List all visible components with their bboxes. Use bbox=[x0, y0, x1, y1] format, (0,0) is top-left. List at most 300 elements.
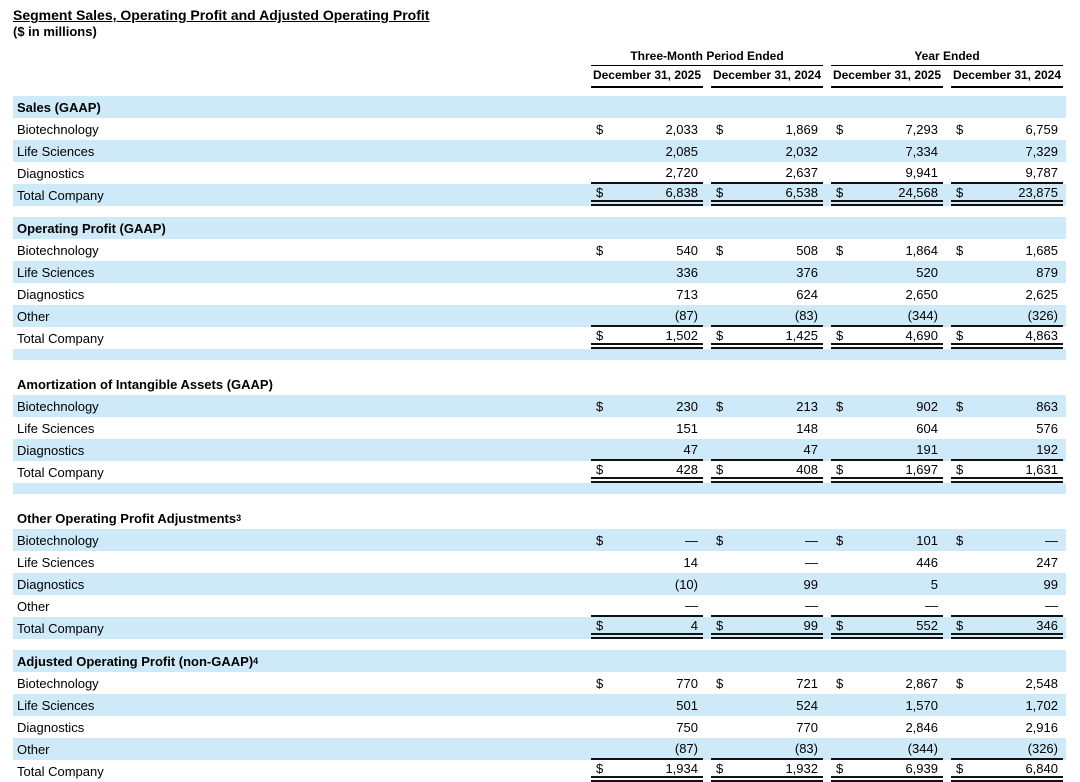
value-cell-group bbox=[711, 96, 823, 118]
cell-value: 1,932 bbox=[785, 760, 818, 776]
cell-value: 2,846 bbox=[905, 719, 938, 735]
value-cell-group bbox=[951, 373, 1063, 395]
value-cell-group bbox=[591, 760, 703, 782]
value-cell-group bbox=[711, 217, 823, 239]
dollar-sign: $ bbox=[596, 327, 604, 343]
row-label: Biotechnology bbox=[17, 398, 99, 414]
cell-value: 524 bbox=[796, 697, 818, 713]
value-cell-group bbox=[831, 283, 943, 305]
table-row bbox=[13, 529, 1066, 551]
value-cell-group bbox=[591, 650, 703, 672]
value-cell-group bbox=[951, 760, 1063, 782]
value-cell-group bbox=[591, 162, 703, 184]
dollar-sign: $ bbox=[596, 242, 604, 258]
cell-value: 624 bbox=[796, 286, 818, 302]
value-cell-group bbox=[711, 716, 823, 738]
row-label: Life Sciences bbox=[17, 554, 95, 570]
dollar-sign: $ bbox=[716, 461, 724, 477]
cell-value: 879 bbox=[1036, 264, 1058, 280]
cell-value: — bbox=[685, 532, 698, 548]
dollar-sign: $ bbox=[596, 184, 604, 200]
cell-value: 47 bbox=[803, 441, 818, 457]
row-label: Diagnostics bbox=[17, 165, 85, 181]
cell-value: (83) bbox=[794, 740, 818, 756]
value-cell-group bbox=[591, 738, 703, 760]
value-cell-group bbox=[711, 162, 823, 184]
row-label: Life Sciences bbox=[17, 420, 95, 436]
dollar-sign: $ bbox=[956, 398, 964, 414]
cell-value: — bbox=[805, 597, 818, 613]
cell-value: 148 bbox=[796, 420, 818, 436]
cell-value: 863 bbox=[1036, 398, 1058, 414]
section-header-row bbox=[13, 217, 1066, 239]
cell-value: 1,864 bbox=[905, 242, 938, 258]
table-row bbox=[13, 694, 1066, 716]
cell-value: 576 bbox=[1036, 420, 1058, 436]
dollar-sign: $ bbox=[836, 675, 844, 691]
value-cell-group bbox=[951, 96, 1063, 118]
value-cell-group bbox=[591, 417, 703, 439]
cell-value: 101 bbox=[916, 532, 938, 548]
report-title: Segment Sales, Operating Profit and Adjusted Operating Profit bbox=[13, 7, 430, 23]
value-cell-group bbox=[951, 140, 1063, 162]
spacer-row bbox=[13, 639, 1066, 650]
value-cell-group bbox=[951, 573, 1063, 595]
value-cell-group bbox=[591, 694, 703, 716]
row-label: Total Company bbox=[17, 187, 104, 203]
cell-value: 902 bbox=[916, 398, 938, 414]
value-cell-group bbox=[831, 162, 943, 184]
dollar-sign: $ bbox=[716, 121, 724, 137]
value-cell-group bbox=[951, 507, 1063, 529]
dollar-sign: $ bbox=[596, 617, 604, 633]
cell-value: — bbox=[925, 597, 938, 613]
table-row bbox=[13, 162, 1066, 184]
value-cell-group bbox=[831, 461, 943, 483]
dollar-sign: $ bbox=[836, 242, 844, 258]
cell-value: 376 bbox=[796, 264, 818, 280]
value-cell-group bbox=[591, 140, 703, 162]
value-cell-group bbox=[711, 283, 823, 305]
cell-value: — bbox=[685, 597, 698, 613]
dollar-sign: $ bbox=[956, 327, 964, 343]
column-header-q-2025: December 31, 2025 bbox=[591, 67, 703, 88]
cell-value: — bbox=[1045, 532, 1058, 548]
cell-value: 230 bbox=[676, 398, 698, 414]
section-header-row bbox=[13, 507, 1066, 529]
table-row bbox=[13, 417, 1066, 439]
cell-value: 1,702 bbox=[1025, 697, 1058, 713]
cell-value: 9,787 bbox=[1025, 164, 1058, 180]
table-row bbox=[13, 261, 1066, 283]
cell-value: 151 bbox=[676, 420, 698, 436]
segment-table bbox=[13, 49, 1066, 782]
cell-value: (10) bbox=[674, 576, 698, 592]
section-header-label: Operating Profit (GAAP) bbox=[17, 220, 166, 236]
dollar-sign: $ bbox=[956, 461, 964, 477]
value-cell-group bbox=[951, 283, 1063, 305]
cell-value: 2,637 bbox=[785, 164, 818, 180]
cell-value: 6,838 bbox=[665, 184, 698, 200]
dollar-sign: $ bbox=[596, 532, 604, 548]
table-row bbox=[13, 672, 1066, 694]
value-cell-group bbox=[951, 395, 1063, 417]
cell-value: 1,934 bbox=[665, 760, 698, 776]
table-row bbox=[13, 305, 1066, 327]
value-cell-group bbox=[711, 595, 823, 617]
value-cell-group bbox=[711, 529, 823, 551]
value-cell-group bbox=[591, 395, 703, 417]
value-cell-group bbox=[591, 184, 703, 206]
dollar-sign: $ bbox=[716, 617, 724, 633]
value-cell-group bbox=[951, 694, 1063, 716]
value-cell-group bbox=[591, 551, 703, 573]
cell-value: 4,863 bbox=[1025, 327, 1058, 343]
dollar-sign: $ bbox=[716, 398, 724, 414]
cell-value: 770 bbox=[676, 675, 698, 691]
cell-value: 23,875 bbox=[1018, 184, 1058, 200]
cell-value: 99 bbox=[803, 617, 818, 633]
dollar-sign: $ bbox=[716, 184, 724, 200]
cell-value: 5 bbox=[930, 576, 938, 592]
cell-value: 213 bbox=[796, 398, 818, 414]
value-cell-group bbox=[831, 417, 943, 439]
column-group-year-ended: Year Ended bbox=[831, 49, 1063, 66]
value-cell-group bbox=[831, 551, 943, 573]
cell-value: — bbox=[1045, 597, 1058, 613]
value-cell-group bbox=[951, 672, 1063, 694]
cell-value: 99 bbox=[1043, 576, 1058, 592]
cell-value: (326) bbox=[1027, 307, 1058, 323]
section-header-row bbox=[13, 373, 1066, 395]
value-cell-group bbox=[831, 716, 943, 738]
column-header-y-2025: December 31, 2025 bbox=[831, 67, 943, 88]
value-cell-group bbox=[951, 529, 1063, 551]
row-label: Life Sciences bbox=[17, 264, 95, 280]
value-cell-group bbox=[591, 617, 703, 639]
value-cell-group bbox=[831, 305, 943, 327]
section-header-label: Other Operating Profit Adjustments 3 bbox=[17, 510, 242, 526]
value-cell-group bbox=[951, 738, 1063, 760]
value-cell-group bbox=[591, 217, 703, 239]
cell-value: 1,502 bbox=[665, 327, 698, 343]
value-cell-group bbox=[831, 395, 943, 417]
value-cell-group bbox=[951, 617, 1063, 639]
value-cell-group bbox=[711, 672, 823, 694]
section-header-row bbox=[13, 650, 1066, 672]
dollar-sign: $ bbox=[596, 675, 604, 691]
value-cell-group bbox=[591, 96, 703, 118]
dollar-sign: $ bbox=[596, 121, 604, 137]
value-cell-group bbox=[831, 373, 943, 395]
section-header-label: Adjusted Operating Profit (non-GAAP) 4 bbox=[17, 653, 259, 669]
cell-value: (326) bbox=[1027, 740, 1058, 756]
row-label: Biotechnology bbox=[17, 121, 99, 137]
value-cell-group bbox=[711, 617, 823, 639]
row-label: Total Company bbox=[17, 330, 104, 346]
row-label: Diagnostics bbox=[17, 442, 85, 458]
cell-value: 520 bbox=[916, 264, 938, 280]
dollar-sign: $ bbox=[716, 760, 724, 776]
cell-value: 604 bbox=[916, 420, 938, 436]
total-row bbox=[13, 760, 1066, 782]
table-row bbox=[13, 716, 1066, 738]
row-label: Biotechnology bbox=[17, 532, 99, 548]
column-date-row bbox=[13, 67, 1066, 88]
spacer-row bbox=[13, 206, 1066, 217]
dollar-sign: $ bbox=[836, 398, 844, 414]
cell-value: 2,548 bbox=[1025, 675, 1058, 691]
value-cell-group bbox=[951, 551, 1063, 573]
cell-value: 721 bbox=[796, 675, 818, 691]
value-cell-group bbox=[711, 551, 823, 573]
value-cell-group bbox=[591, 261, 703, 283]
value-cell-group bbox=[591, 461, 703, 483]
dollar-sign: $ bbox=[956, 760, 964, 776]
section-header-row bbox=[13, 96, 1066, 118]
value-cell-group bbox=[831, 760, 943, 782]
value-cell-group bbox=[951, 461, 1063, 483]
cell-value: 1,685 bbox=[1025, 242, 1058, 258]
value-cell-group bbox=[951, 650, 1063, 672]
section-header-label: Sales (GAAP) bbox=[17, 99, 101, 115]
cell-value: 2,033 bbox=[665, 121, 698, 137]
cell-value: 4 bbox=[690, 617, 698, 633]
value-cell-group bbox=[591, 283, 703, 305]
footnote-marker: 4 bbox=[253, 656, 259, 666]
value-cell-group bbox=[951, 716, 1063, 738]
cell-value: (83) bbox=[794, 307, 818, 323]
value-cell-group bbox=[831, 118, 943, 140]
value-cell-group bbox=[951, 595, 1063, 617]
row-label: Diagnostics bbox=[17, 576, 85, 592]
cell-value: 191 bbox=[916, 441, 938, 457]
value-cell-group bbox=[831, 617, 943, 639]
row-label: Biotechnology bbox=[17, 242, 99, 258]
dollar-sign: $ bbox=[596, 398, 604, 414]
value-cell-group bbox=[831, 327, 943, 349]
value-cell-group bbox=[591, 118, 703, 140]
cell-value: 99 bbox=[803, 576, 818, 592]
cell-value: 501 bbox=[676, 697, 698, 713]
value-cell-group bbox=[591, 595, 703, 617]
dollar-sign: $ bbox=[716, 532, 724, 548]
dollar-sign: $ bbox=[596, 760, 604, 776]
value-cell-group bbox=[951, 118, 1063, 140]
cell-value: (87) bbox=[674, 740, 698, 756]
table-row bbox=[13, 395, 1066, 417]
value-cell-group bbox=[591, 305, 703, 327]
cell-value: 1,697 bbox=[905, 461, 938, 477]
table-row bbox=[13, 140, 1066, 162]
value-cell-group bbox=[591, 716, 703, 738]
total-row bbox=[13, 461, 1066, 483]
value-cell-group bbox=[711, 738, 823, 760]
cell-value: 192 bbox=[1036, 441, 1058, 457]
row-label: Total Company bbox=[17, 620, 104, 636]
row-label: Total Company bbox=[17, 763, 104, 779]
dollar-sign: $ bbox=[836, 327, 844, 343]
value-cell-group bbox=[831, 184, 943, 206]
value-cell-group bbox=[591, 507, 703, 529]
value-cell-group bbox=[711, 239, 823, 261]
dollar-sign: $ bbox=[956, 121, 964, 137]
cell-value: 6,939 bbox=[905, 760, 938, 776]
dollar-sign: $ bbox=[956, 532, 964, 548]
value-cell-group bbox=[831, 261, 943, 283]
dollar-sign: $ bbox=[716, 675, 724, 691]
value-cell-group bbox=[711, 439, 823, 461]
value-cell-group bbox=[711, 140, 823, 162]
value-cell-group bbox=[591, 373, 703, 395]
cell-value: 1,869 bbox=[785, 121, 818, 137]
value-cell-group bbox=[951, 162, 1063, 184]
value-cell-group bbox=[591, 529, 703, 551]
cell-value: 7,329 bbox=[1025, 143, 1058, 159]
cell-value: 2,720 bbox=[665, 164, 698, 180]
table-body bbox=[13, 96, 1066, 782]
cell-value: 750 bbox=[676, 719, 698, 735]
row-label: Diagnostics bbox=[17, 719, 85, 735]
cell-value: 508 bbox=[796, 242, 818, 258]
dollar-sign: $ bbox=[956, 184, 964, 200]
cell-value: 4,690 bbox=[905, 327, 938, 343]
value-cell-group bbox=[711, 305, 823, 327]
value-cell-group bbox=[831, 573, 943, 595]
cell-value: 6,840 bbox=[1025, 760, 1058, 776]
dollar-sign: $ bbox=[596, 461, 604, 477]
value-cell-group bbox=[831, 507, 943, 529]
value-cell-group bbox=[831, 529, 943, 551]
dollar-sign: $ bbox=[716, 242, 724, 258]
value-cell-group bbox=[711, 327, 823, 349]
dollar-sign: $ bbox=[836, 617, 844, 633]
table-row bbox=[13, 738, 1066, 760]
row-label: Other bbox=[17, 308, 50, 324]
cell-value: 2,916 bbox=[1025, 719, 1058, 735]
row-label: Diagnostics bbox=[17, 286, 85, 302]
dollar-sign: $ bbox=[836, 760, 844, 776]
row-label: Other bbox=[17, 598, 50, 614]
table-row bbox=[13, 439, 1066, 461]
cell-value: — bbox=[805, 554, 818, 570]
value-cell-group bbox=[711, 694, 823, 716]
cell-value: 1,425 bbox=[785, 327, 818, 343]
cell-value: 7,334 bbox=[905, 143, 938, 159]
value-cell-group bbox=[831, 694, 943, 716]
dollar-sign: $ bbox=[956, 675, 964, 691]
row-label: Life Sciences bbox=[17, 697, 95, 713]
value-cell-group bbox=[711, 507, 823, 529]
table-row bbox=[13, 118, 1066, 140]
value-cell-group bbox=[711, 760, 823, 782]
value-cell-group bbox=[711, 461, 823, 483]
cell-value: 1,631 bbox=[1025, 461, 1058, 477]
column-group-three-month: Three-Month Period Ended bbox=[591, 49, 823, 66]
row-label: Life Sciences bbox=[17, 143, 95, 159]
table-row bbox=[13, 283, 1066, 305]
cell-value: 2,867 bbox=[905, 675, 938, 691]
value-cell-group bbox=[951, 261, 1063, 283]
value-cell-group bbox=[831, 439, 943, 461]
value-cell-group bbox=[711, 184, 823, 206]
cell-value: 336 bbox=[676, 264, 698, 280]
value-cell-group bbox=[831, 96, 943, 118]
value-cell-group bbox=[831, 239, 943, 261]
value-cell-group bbox=[951, 439, 1063, 461]
value-cell-group bbox=[711, 417, 823, 439]
value-cell-group bbox=[831, 595, 943, 617]
value-cell-group bbox=[591, 327, 703, 349]
cell-value: 2,032 bbox=[785, 143, 818, 159]
table-row bbox=[13, 595, 1066, 617]
cell-value: 446 bbox=[916, 554, 938, 570]
value-cell-group bbox=[591, 573, 703, 595]
value-cell-group bbox=[711, 573, 823, 595]
row-label: Other bbox=[17, 741, 50, 757]
cell-value: 1,570 bbox=[905, 697, 938, 713]
cell-value: (87) bbox=[674, 307, 698, 323]
cell-value: 2,085 bbox=[665, 143, 698, 159]
cell-value: 14 bbox=[683, 554, 698, 570]
footnote-marker: 3 bbox=[236, 513, 242, 523]
cell-value: — bbox=[805, 532, 818, 548]
total-row bbox=[13, 617, 1066, 639]
value-cell-group bbox=[951, 417, 1063, 439]
cell-value: 346 bbox=[1036, 617, 1058, 633]
cell-value: 428 bbox=[676, 461, 698, 477]
column-header-q-2024: December 31, 2024 bbox=[711, 67, 823, 88]
value-cell-group bbox=[711, 261, 823, 283]
table-row bbox=[13, 573, 1066, 595]
cell-value: 47 bbox=[683, 441, 698, 457]
total-row bbox=[13, 327, 1066, 349]
value-cell-group bbox=[831, 650, 943, 672]
cell-value: 7,293 bbox=[905, 121, 938, 137]
dollar-sign: $ bbox=[836, 184, 844, 200]
cell-value: 6,759 bbox=[1025, 121, 1058, 137]
spacer-row bbox=[13, 483, 1066, 494]
value-cell-group bbox=[591, 672, 703, 694]
value-cell-group bbox=[951, 327, 1063, 349]
report-subtitle: ($ in millions) bbox=[13, 24, 97, 39]
value-cell-group bbox=[591, 239, 703, 261]
value-cell-group bbox=[711, 650, 823, 672]
cell-value: 2,650 bbox=[905, 286, 938, 302]
cell-value: 24,568 bbox=[898, 184, 938, 200]
row-label: Biotechnology bbox=[17, 675, 99, 691]
value-cell-group bbox=[831, 217, 943, 239]
cell-value: 408 bbox=[796, 461, 818, 477]
column-group-row bbox=[13, 49, 1066, 66]
dollar-sign: $ bbox=[956, 617, 964, 633]
dollar-sign: $ bbox=[836, 532, 844, 548]
label-column-spacer bbox=[13, 67, 583, 88]
value-cell-group bbox=[951, 184, 1063, 206]
value-cell-group bbox=[831, 738, 943, 760]
table-row bbox=[13, 551, 1066, 573]
dollar-sign: $ bbox=[836, 121, 844, 137]
section-header-label: Amortization of Intangible Assets (GAAP) bbox=[17, 376, 273, 392]
dollar-sign: $ bbox=[836, 461, 844, 477]
cell-value: (344) bbox=[907, 740, 938, 756]
dollar-sign: $ bbox=[956, 242, 964, 258]
cell-value: 6,538 bbox=[785, 184, 818, 200]
value-cell-group bbox=[831, 672, 943, 694]
spacer-row bbox=[13, 349, 1066, 360]
cell-value: 247 bbox=[1036, 554, 1058, 570]
value-cell-group bbox=[711, 373, 823, 395]
